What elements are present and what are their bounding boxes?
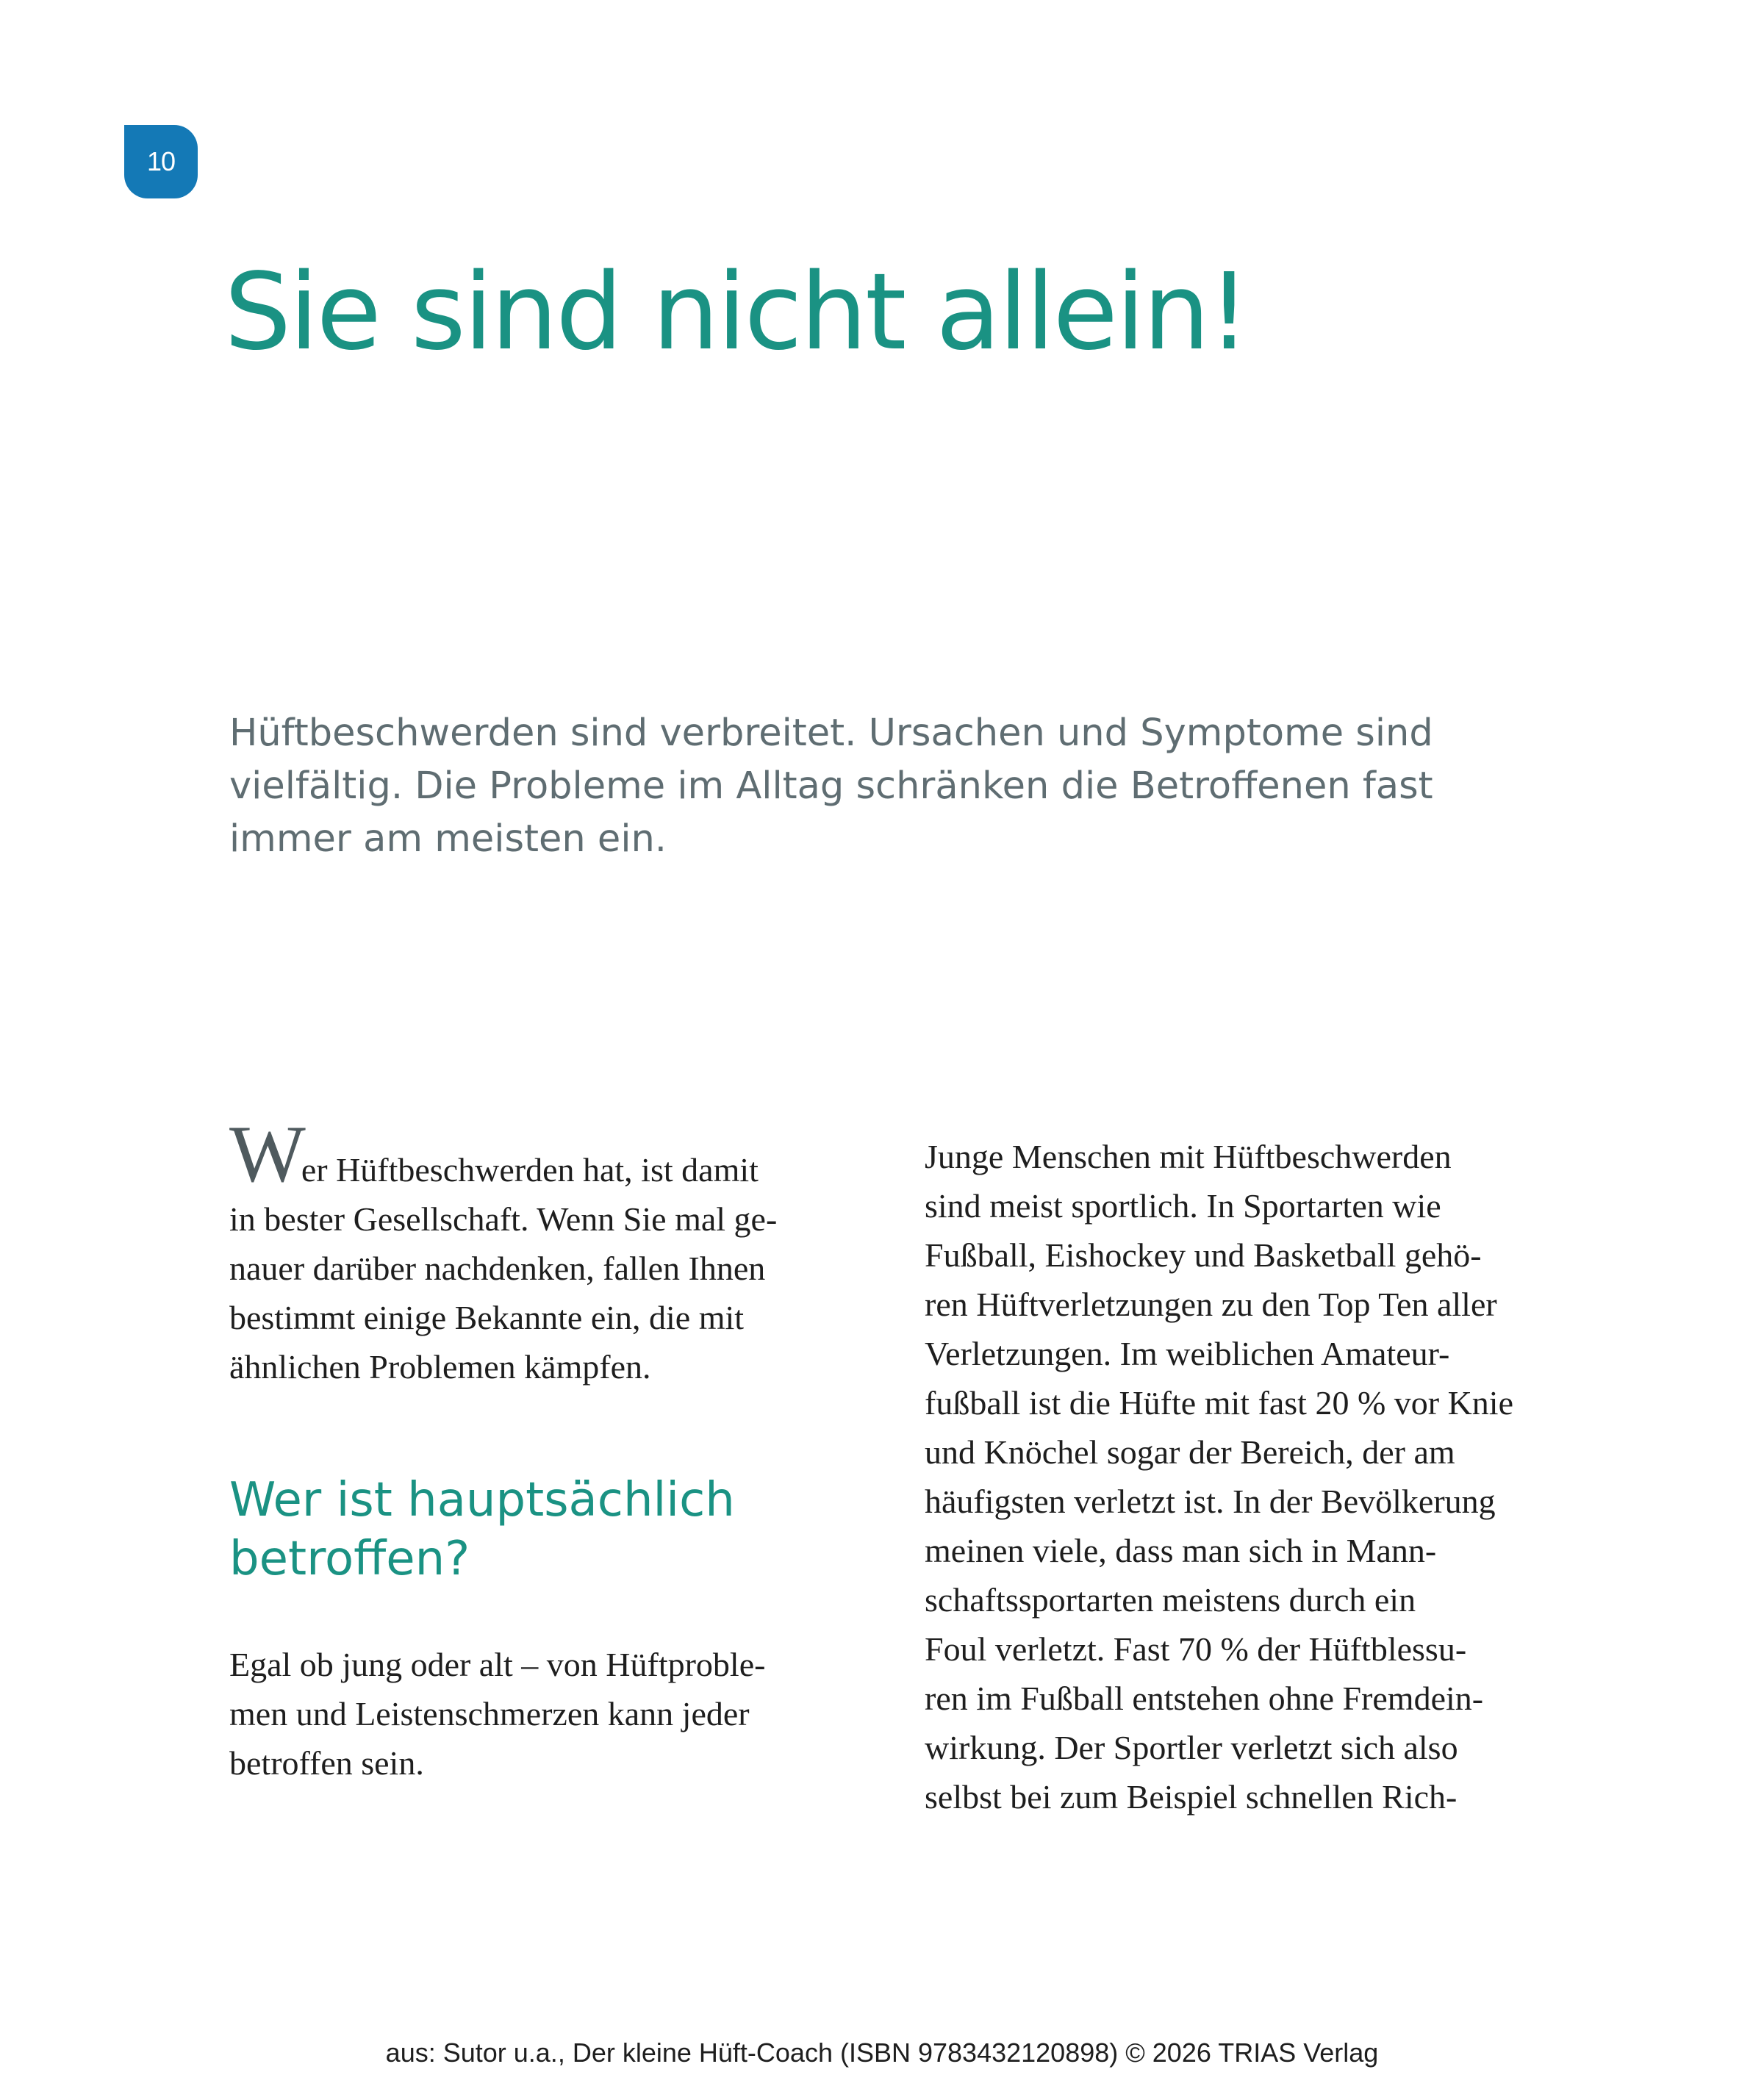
section-subheading: Wer ist hauptsächlich betroffen? (229, 1473, 735, 1586)
section-paragraph: Egal ob jung oder alt – von Hüftproble- men und Leistenschmerzen kann jeder betroffen sein. (229, 1646, 766, 1782)
intro-paragraph: Hüftbeschwerden sind verbreitet. Ursachen und Symptome sind vielfältig. Die Probleme im Alltag schränken die Betroffenen fast immer am meisten ein. (229, 712, 1433, 861)
right-column-paragraph: Junge Menschen mit Hüftbeschwerden sind meist sportlich. In Sportarten wie Fußball, Eishockey und Basketball gehö- ren Hüftverletzungen zu den Top Ten aller Verletzungen. Im weiblichen Amateur- fußball ist die Hüfte mit fast 20 % vor Knie und Knöchel sogar der Bereich, der am häufigsten verletzt ist. In der Bevölkerung meinen viele, dass man sich in Mann- schaftssportarten meistens durch ein Foul verletzt. Fast 70 % der Hüftblessu- ren im Fußball entstehen ohne Fremdein- wirkung. Der Sportler verletzt sich also selbst bei zum Beispiel schnellen Rich- (925, 1138, 1514, 1816)
right-column (925, 1132, 1542, 1821)
opening-paragraph-text: er Hüftbeschwerden hat, ist damit in bester Gesellschaft. Wenn Sie mal ge- nauer darüber nachdenken, fallen Ihnen bestimmt einige Bekannte ein, die mit ähnlichen Problemen kämpfen. (229, 1151, 778, 1386)
opening-paragraph (229, 1109, 847, 1391)
left-column (229, 1109, 847, 1788)
drop-cap: W (229, 1109, 301, 1199)
page-title: Sie sind nicht allein! (224, 250, 1249, 373)
footer-citation: aus: Sutor u.a., Der kleine Hüft-Coach (ISBN 9783432120898) © 2026 TRIAS Verlag (385, 2038, 1379, 2068)
page-number-badge: 10 (124, 125, 198, 198)
